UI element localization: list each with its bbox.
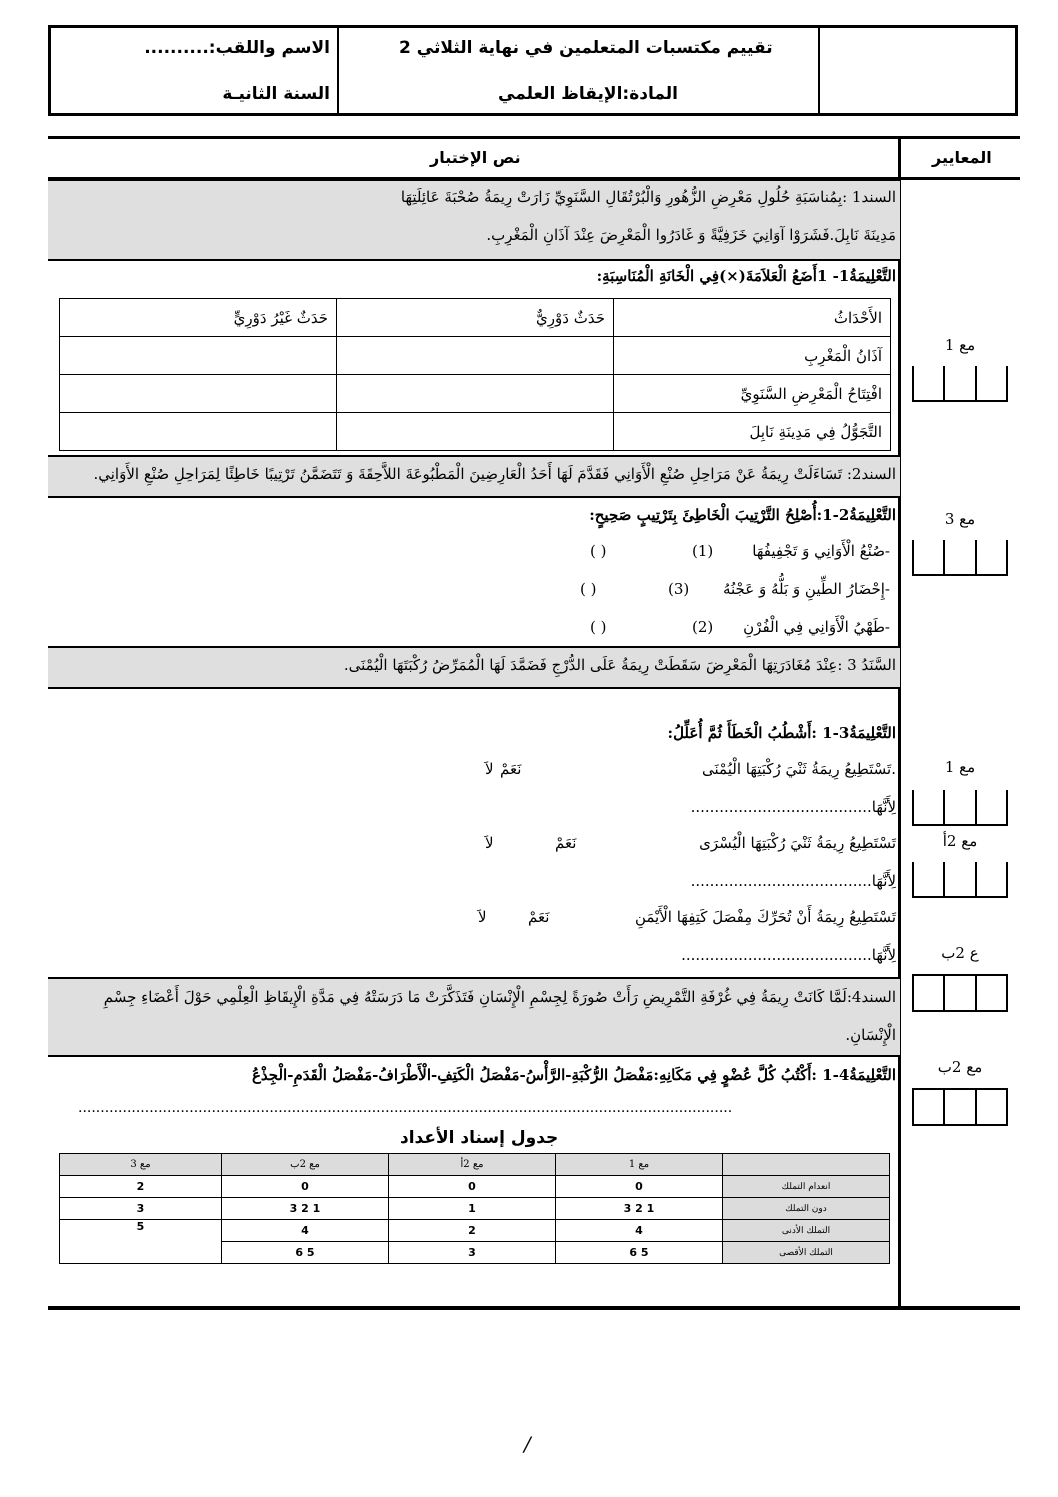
score-cell: 1 [389, 1198, 556, 1220]
sanad2-text: السند2: تَسَاءَلَتْ رِيمَةُ عَنْ مَرَاحِلِ صُنْعِ الْأَوَانِي فَقَدَّمَ لَهَا أَحَدُ الْعَارِضِينَ الْمَطْبُوعَةَ اللاَّحِقَةَ وَ تَتَضَمَّنُ تَرْتِيبًا خَاطِئًا لِمَرَاحِلِ صُنْعِ الأَوَانِي. [93, 465, 896, 483]
criterion-label: مع 1 [944, 758, 976, 776]
task3-no-option[interactable]: لاَ [485, 760, 494, 778]
header-divider-right [818, 28, 820, 113]
score-cell: 5 6 [222, 1242, 389, 1264]
score-boxes[interactable] [912, 540, 1008, 576]
table-row [60, 1198, 890, 1220]
score-cell: 0 [556, 1176, 723, 1198]
score-cell: 3 [389, 1242, 556, 1264]
task2-item-number: (2) [692, 618, 714, 636]
table-row [60, 375, 891, 413]
task2-item-number: (3) [668, 580, 690, 598]
task3-yes-option[interactable]: نَعَمْ [500, 760, 522, 778]
header-box [48, 25, 1018, 116]
task1-instruction: التَّعْلِيمَةُ1- 1أَضَعُ الْعَلاَمَةَ(×)فِي الْخَانَةِ الْمُنَاسِبَةِ: [596, 267, 896, 285]
task3-because-line[interactable]: لِأَنَّهَا...................................... [690, 798, 896, 816]
score-cell: 5 6 [556, 1242, 723, 1264]
table-row [60, 1176, 890, 1198]
task3-yes-option[interactable]: نَعَمْ [555, 834, 577, 852]
header-criterion: مع 2أ [389, 1154, 556, 1176]
header-criterion: مع 3 [60, 1154, 222, 1176]
task3-no-option[interactable]: لاَ [478, 908, 487, 926]
task2-instruction: التَّعْلِيمَةُ2-1:أُصْلِحُ التَّرْتِيبَ الْخَاطِئَ بِتَرْتِيبٍ صَحِيحٍ: [589, 506, 896, 524]
task3-instruction: التَّعْلِيمَةُ3-1 :أَشْطُبُ الْخَطَأَ ثُمَّ أُعَلِّلُ: [667, 724, 896, 742]
periodic-cell[interactable] [337, 375, 614, 413]
score-cell: 4 [556, 1220, 723, 1242]
score-cell: 0 [222, 1176, 389, 1198]
frame-bottom-line [48, 1306, 1020, 1310]
grading-table [59, 1153, 890, 1264]
task2-item-text: -صُنْعُ الْأَوَانِي وَ تَجْفِيفُهَا [752, 542, 890, 560]
sanad4-line2: الْإِنْسَانِ. [845, 1026, 896, 1044]
criterion-label: مع 2ب [937, 1058, 983, 1076]
criteria-heading: المعايير [932, 148, 992, 167]
task4-instruction: التَّعْلِيمَةُ4-1 :أَكْتُبُ كُلَّ عُضْوٍ فِي مَكَانِهِ:مَفْصَلُ الرُّكْبَةِ-الرَّأْسُ-مَفْصَلُ الْكَتِفِ-الْأَطْرَافُ-مَفْصَلُ الْقَدَمِ-الْجِذْعُ [251, 1066, 896, 1084]
score-cell: 1 2 3 [222, 1198, 389, 1220]
level-label: انعدام التملك [723, 1176, 890, 1198]
task2-item-text: -إِحْضَارُ الطِّينِ وَ بَلُّهُ وَ عَجْنُهُ [722, 580, 890, 598]
task2-item-number: (1) [692, 542, 714, 560]
grading-table-title: جدول إسناد الأعداد [400, 1128, 559, 1148]
criterion-label: مع 1 [944, 336, 976, 354]
event-label: افْتِتَاحُ الْمَعْرِضِ السَّنَوِيِّ [614, 375, 891, 413]
task3-yes-option[interactable]: نَعَمْ [528, 908, 550, 926]
events-table-header [60, 299, 891, 337]
score-cell: 1 2 3 [556, 1198, 723, 1220]
criterion-block [912, 336, 1008, 402]
task3-question: .تَسْتَطِيعُ رِيمَةُ ثَنْيَ رُكْبَتِهَا الْيُمْنَى [702, 760, 896, 778]
criterion-block [912, 832, 1008, 898]
task4-answer-line[interactable]: ................................................................................................................................................... [78, 1100, 733, 1116]
header-events: الأَحْدَاثُ [614, 299, 891, 337]
task2-item-text: -طَهْيُ الْأَوَانِي فِي الْفُرْنِ [743, 618, 890, 636]
score-boxes[interactable] [912, 974, 1008, 1012]
task3-question: تَسْتَطِيعُ رِيمَةُ أَنْ تُحَرِّكَ مِفْصَلَ كَتِفِهَا الْأَيْمَنِ [634, 908, 896, 926]
sanad3-text: السَّنَدُ 3 :عِنْدَ مُغَادَرَتِهَا الْمَعْرِضَ سَقَطَتْ رِيمَةُ عَلَى الدُّرْجِ فَضَمَّدَ لَهَا الْمُمَرِّضُ رُكْبَتَهَا الْيُمْنَى. [343, 656, 896, 674]
score-boxes[interactable] [912, 862, 1008, 898]
events-table [59, 298, 891, 451]
score-boxes[interactable] [912, 366, 1008, 402]
event-label: التَّجَوُّلُ فِي مَدِينَةِ نَابِلَ [614, 413, 891, 451]
event-label: آذَانُ الْمَغْرِبِ [614, 337, 891, 375]
criteria-divider [898, 136, 901, 1310]
header-criterion: مع 1 [556, 1154, 723, 1176]
task2-answer-slot[interactable]: ( ) [590, 542, 607, 560]
header-level [723, 1154, 890, 1176]
header-criterion: مع 2ب [222, 1154, 389, 1176]
header-divider-left [337, 28, 339, 113]
task2-answer-slot[interactable]: ( ) [590, 618, 607, 636]
criterion-label: ع 2ب [941, 944, 979, 962]
criterion-block [912, 944, 1008, 1012]
grade-level-label: السنة الثانيـة [222, 84, 330, 104]
non-periodic-cell[interactable] [60, 413, 337, 451]
score-cell: 0 [389, 1176, 556, 1198]
criterion-block [912, 510, 1008, 576]
sanad1-line1: السند1 :بِمُناسَبَةِ حُلُولِ مَعْرِضِ الزُّهُورِ وَالْبُرْتُقَالِ السَّنَوِيِّ زَارَتْ رِيمَةُ صُحْبَةَ عَائِلَتِهَا [400, 188, 896, 206]
table-row [60, 1220, 890, 1242]
criterion-block [912, 758, 1008, 826]
exam-title: تقييم مكتسبات المتعلمين في نهاية الثلاثي 2 [399, 38, 773, 58]
score-cell: 5 [60, 1220, 222, 1264]
non-periodic-cell[interactable] [60, 375, 337, 413]
score-cell: 4 [222, 1220, 389, 1242]
header-periodic: حَدَثٌ دَوْرِيٌّ [337, 299, 614, 337]
sanad4-line1: السند4:لَمَّا كَانَتْ رِيمَةُ فِي غُرْفَةِ التَّمْرِيضِ رَأَتْ صُورَةً لِجِسْمِ الْإِنْسَانِ فَتَذَكَّرَتْ مَا دَرَسَتْهُ فِي مَدَّةِ الْإِيقَاظِ الْعِلْمِي حَوْلَ أَعْضَاءِ جِسْمِ [103, 988, 896, 1006]
header-non-periodic: حَدَثٌ غَيْرُ دَوْرِيٍّ [60, 299, 337, 337]
criterion-label: مع 3 [944, 510, 976, 528]
score-boxes[interactable] [912, 1088, 1008, 1126]
score-cell: 2 [60, 1176, 222, 1198]
subject-label: المادة:الإيقاظ العلمي [498, 84, 678, 104]
score-cell: 2 [389, 1220, 556, 1242]
criterion-block [912, 1058, 1008, 1126]
score-cell: 3 [60, 1198, 222, 1220]
criterion-label: مع 2أ [942, 832, 978, 850]
periodic-cell[interactable] [337, 413, 614, 451]
test-text-heading: نص الإختبار [430, 148, 521, 167]
task2-answer-slot[interactable]: ( ) [580, 580, 597, 598]
grading-table-header [60, 1154, 890, 1176]
task3-question: تَسْتَطِيعُ رِيمَةُ ثَنْيَ رُكْبَتِهَا الْيُسْرَى [699, 834, 896, 852]
periodic-cell[interactable] [337, 337, 614, 375]
task3-because-line[interactable]: لِأَنَّهَا........................................ [681, 946, 896, 964]
level-label: دون التملك [723, 1198, 890, 1220]
sanad1-line2: مَدِينَةَ نَابِلَ.فَشَرَوْا آوَانِيَ خَزَفِيَّةً وَ غَادَرُوا الْمَعْرِضَ عِنْدَ آذَانِ الْمَغْرِبِ. [486, 226, 896, 244]
frame-top-line [48, 136, 1020, 139]
table-row [60, 337, 891, 375]
student-name-field[interactable]: الاسم واللقب:.......... [144, 38, 330, 58]
table-row [60, 413, 891, 451]
level-label: التملك الأدنى [723, 1220, 890, 1242]
task3-because-line[interactable]: لِأَنَّهَا...................................... [690, 872, 896, 890]
non-periodic-cell[interactable] [60, 337, 337, 375]
score-boxes[interactable] [912, 790, 1008, 826]
task3-no-option[interactable]: لاَ [485, 834, 494, 852]
page-mark: / [524, 1432, 531, 1456]
level-label: التملك الأقصى [723, 1242, 890, 1264]
